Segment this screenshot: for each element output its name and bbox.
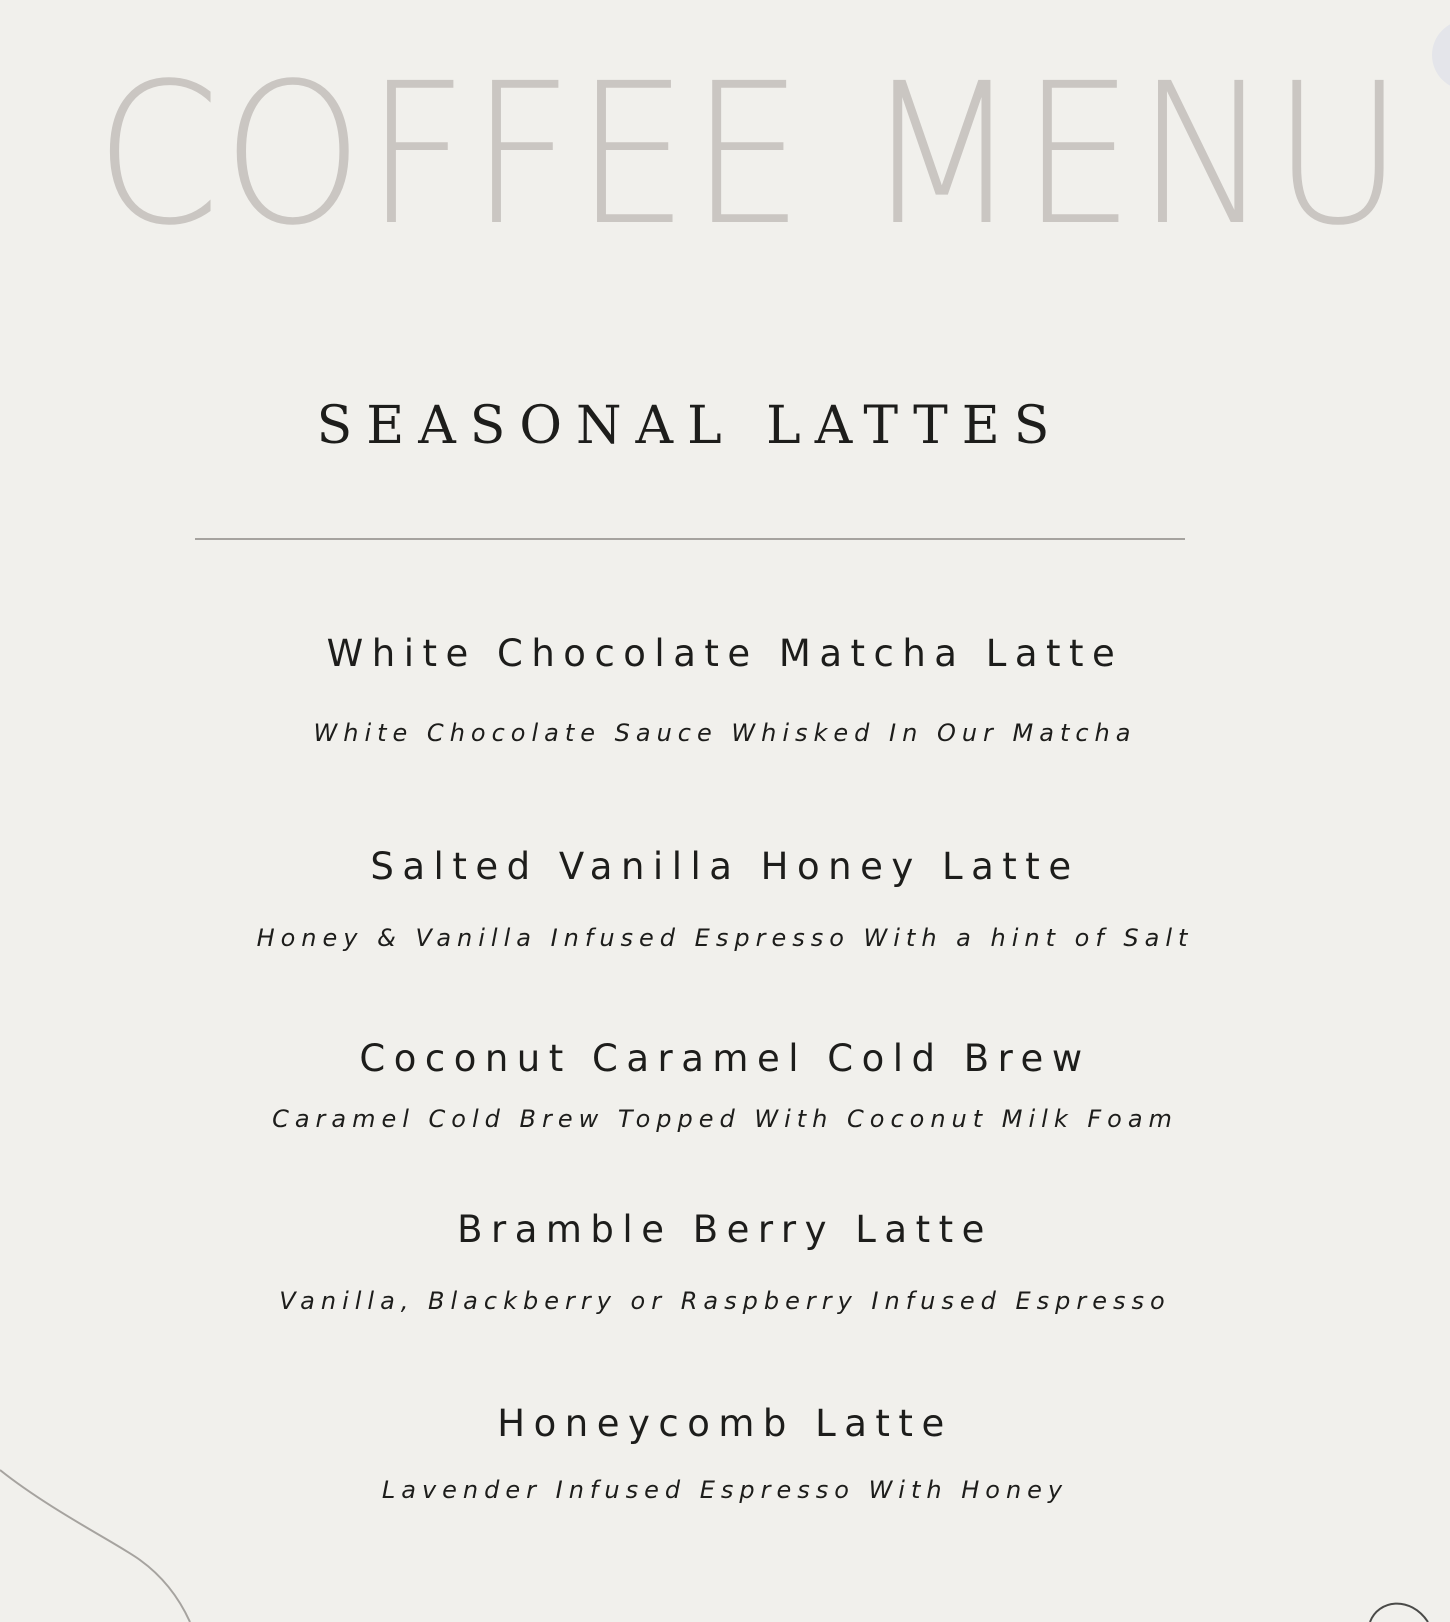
menu-item-name: Honeycomb Latte — [497, 1402, 953, 1445]
section-divider — [195, 538, 1185, 540]
menu-item-name: Salted Vanilla Honey Latte — [370, 845, 1080, 888]
corner-circle-decoration — [1432, 20, 1450, 90]
menu-item-name: Bramble Berry Latte — [457, 1208, 993, 1251]
menu-item-description: Caramel Cold Brew Topped With Coconut Milk Foam — [272, 1105, 1178, 1133]
bottom-right-arc — [1370, 1604, 1428, 1622]
menu-item-name: Coconut Caramel Cold Brew — [359, 1037, 1091, 1080]
section-title: SEASONAL LATTES — [316, 396, 1064, 456]
menu-item-description: Lavender Infused Espresso With Honey — [381, 1476, 1069, 1504]
menu-item-name: White Chocolate Matcha Latte — [326, 632, 1124, 675]
menu-item-description: Honey & Vanilla Infused Espresso With a hint of Salt — [256, 924, 1194, 952]
menu-title: COFFEE MENU — [95, 41, 1406, 268]
menu-item-description: Vanilla, Blackberry or Raspberry Infused Espresso — [279, 1287, 1171, 1315]
menu-item-description: White Chocolate Sauce Whisked In Our Matcha — [313, 719, 1137, 747]
